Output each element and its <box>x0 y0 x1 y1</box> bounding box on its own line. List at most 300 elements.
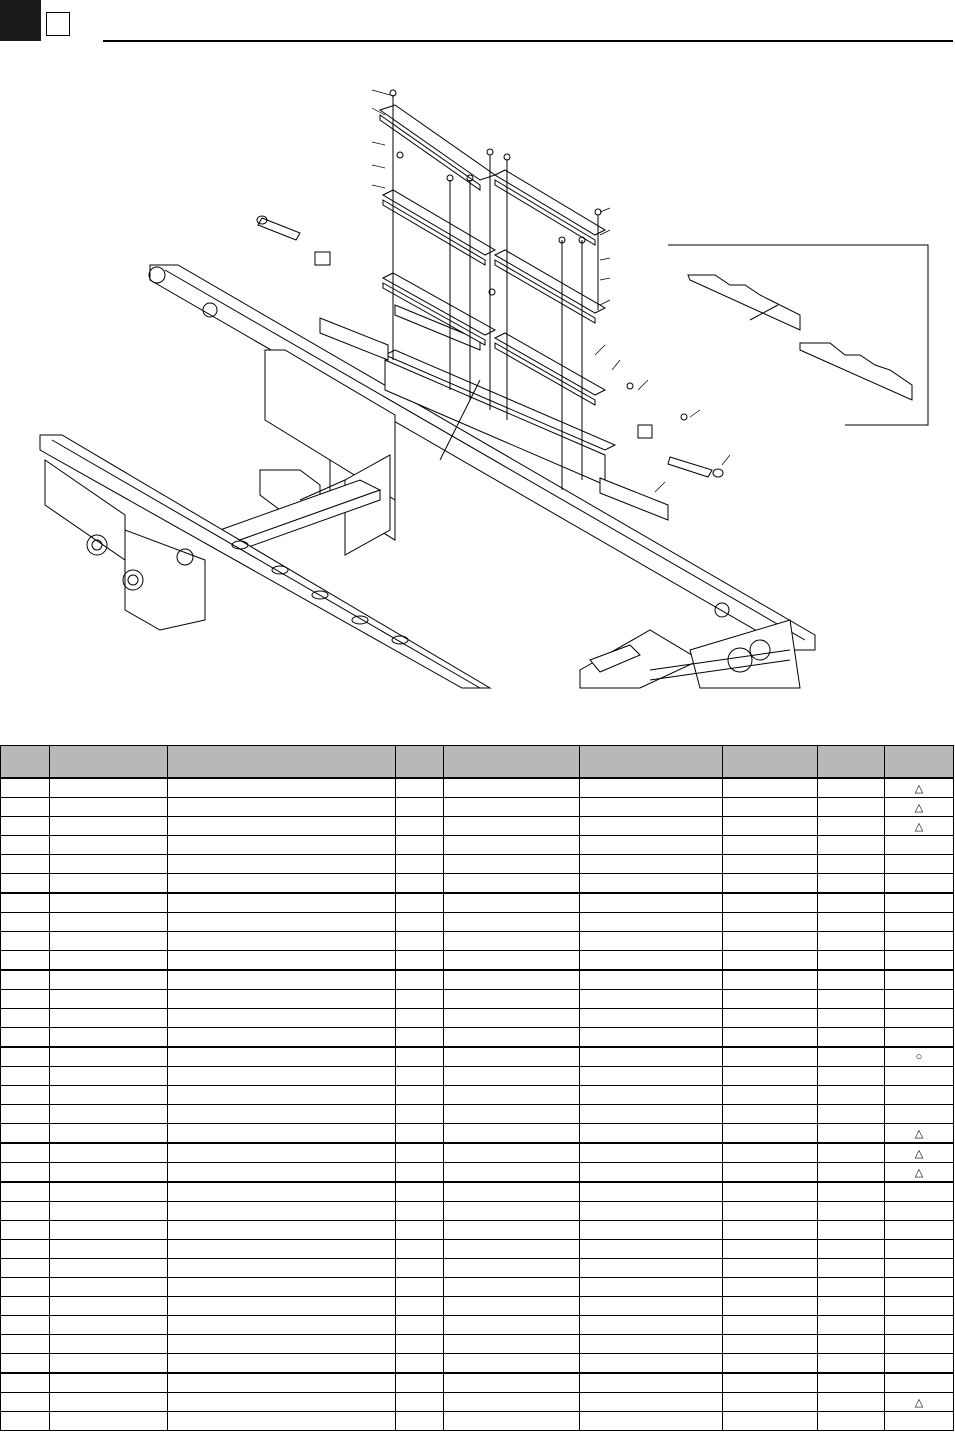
table-row <box>1 1202 954 1221</box>
table-cell <box>444 1143 580 1163</box>
table-cell <box>50 1316 168 1335</box>
table-cell <box>168 778 396 798</box>
table-cell <box>444 1105 580 1124</box>
table-cell <box>1 1105 50 1124</box>
table-cell <box>818 1240 885 1259</box>
table-cell <box>396 1047 444 1067</box>
table-cell <box>50 951 168 971</box>
parts-table <box>0 745 954 1431</box>
table-cell-mark <box>885 1028 954 1048</box>
table-row <box>1 1067 954 1086</box>
table-cell <box>444 1412 580 1431</box>
row-mark-symbol: △ <box>914 820 924 833</box>
row-mark-symbol: △ <box>914 801 924 814</box>
table-cell <box>580 1412 723 1431</box>
table-cell <box>444 1240 580 1259</box>
table-cell <box>818 951 885 971</box>
table-cell <box>580 1393 723 1412</box>
table-cell <box>723 1009 818 1028</box>
table-cell-mark <box>885 893 954 913</box>
table-cell <box>444 1047 580 1067</box>
table-cell <box>50 970 168 990</box>
table-cell <box>818 970 885 990</box>
table-cell-mark <box>885 913 954 932</box>
table-cell <box>444 1028 580 1048</box>
table-cell <box>444 1354 580 1374</box>
table-cell <box>723 990 818 1009</box>
table-cell-mark <box>885 1182 954 1202</box>
table-cell <box>396 1086 444 1105</box>
table-cell <box>168 1354 396 1374</box>
table-row <box>1 855 954 874</box>
table-cell <box>818 1028 885 1048</box>
table-cell <box>723 1373 818 1393</box>
table-cell <box>1 1335 50 1354</box>
table-cell <box>444 1124 580 1144</box>
table-cell <box>396 1259 444 1278</box>
table-cell <box>1 1373 50 1393</box>
table-cell <box>723 1124 818 1144</box>
lower-right-assembly <box>580 620 800 688</box>
table-cell <box>168 874 396 894</box>
table-row <box>1 932 954 951</box>
table-cell-mark <box>885 1259 954 1278</box>
table-row <box>1 893 954 913</box>
table-cell <box>723 970 818 990</box>
table-cell-mark <box>885 990 954 1009</box>
table-cell <box>168 1182 396 1202</box>
table-cell <box>50 778 168 798</box>
row-mark-symbol: △ <box>914 1166 924 1179</box>
table-cell <box>168 1124 396 1144</box>
table-cell <box>396 836 444 855</box>
table-cell <box>444 1163 580 1183</box>
table-header-cell <box>723 746 818 779</box>
table-cell-mark <box>885 1009 954 1028</box>
section-tab-box <box>46 12 70 36</box>
table-cell <box>444 1335 580 1354</box>
table-cell <box>396 1297 444 1316</box>
table-cell <box>50 798 168 817</box>
table-cell <box>580 1067 723 1086</box>
table-cell <box>580 874 723 894</box>
table-cell <box>168 1067 396 1086</box>
table-cell <box>1 798 50 817</box>
table-cell <box>168 1278 396 1297</box>
table-cell <box>50 1373 168 1393</box>
table-cell <box>50 1182 168 1202</box>
table-cell <box>1 855 50 874</box>
table-cell <box>580 1297 723 1316</box>
table-cell-mark <box>885 1393 954 1412</box>
table-cell <box>723 913 818 932</box>
table-cell <box>444 1202 580 1221</box>
table-cell <box>396 1221 444 1240</box>
exploded-parts-drawing <box>0 60 955 690</box>
table-cell <box>818 1316 885 1335</box>
table-cell <box>1 874 50 894</box>
table-row <box>1 874 954 894</box>
table-cell <box>723 951 818 971</box>
table-cell <box>50 913 168 932</box>
section-tab <box>0 0 41 41</box>
table-cell <box>580 836 723 855</box>
table-cell <box>818 1393 885 1412</box>
table-cell <box>580 1335 723 1354</box>
table-row <box>1 1335 954 1354</box>
table-cell <box>580 970 723 990</box>
table-cell <box>818 855 885 874</box>
table-row <box>1 836 954 855</box>
table-header-cell <box>818 746 885 779</box>
table-cell <box>168 1143 396 1163</box>
table-cell <box>396 855 444 874</box>
table-cell <box>168 893 396 913</box>
table-cell <box>444 1278 580 1297</box>
table-cell <box>818 1278 885 1297</box>
table-cell <box>168 836 396 855</box>
table-cell-mark <box>885 1143 954 1163</box>
table-cell <box>444 874 580 894</box>
table-cell <box>50 1124 168 1144</box>
table-row <box>1 1297 954 1316</box>
table-cell <box>50 1354 168 1374</box>
table-cell <box>168 1412 396 1431</box>
table-cell <box>50 1067 168 1086</box>
table-cell <box>723 874 818 894</box>
table-cell <box>580 1221 723 1240</box>
table-header-cell <box>168 746 396 779</box>
table-cell <box>818 932 885 951</box>
table-cell <box>818 1086 885 1105</box>
table-cell <box>50 1259 168 1278</box>
table-cell <box>396 1009 444 1028</box>
table-row <box>1 1259 954 1278</box>
table-cell <box>1 1143 50 1163</box>
table-cell <box>396 970 444 990</box>
header-rule <box>103 40 953 42</box>
table-body <box>1 778 954 1431</box>
table-cell <box>444 932 580 951</box>
detail-inset <box>668 245 928 425</box>
table-cell-mark <box>885 1297 954 1316</box>
table-cell <box>444 1067 580 1086</box>
table-cell <box>580 1143 723 1163</box>
table-cell <box>168 1335 396 1354</box>
table-cell <box>818 1047 885 1067</box>
table-cell <box>1 1259 50 1278</box>
table-cell <box>444 817 580 836</box>
table-cell <box>580 1009 723 1028</box>
table-cell <box>396 1028 444 1048</box>
table-row <box>1 1278 954 1297</box>
table-cell <box>580 1124 723 1144</box>
table-row <box>1 1393 954 1412</box>
table-cell <box>50 1335 168 1354</box>
table-cell <box>396 874 444 894</box>
table-cell <box>1 1202 50 1221</box>
table-cell-mark <box>885 798 954 817</box>
table-cell <box>818 836 885 855</box>
table-cell <box>50 1047 168 1067</box>
table-cell <box>168 1259 396 1278</box>
table-cell-mark <box>885 951 954 971</box>
table-row <box>1 951 954 971</box>
table-cell <box>1 932 50 951</box>
table-header-cell <box>444 746 580 779</box>
table-cell <box>396 1278 444 1297</box>
table-cell <box>723 1278 818 1297</box>
table-cell <box>723 1163 818 1183</box>
table-cell <box>1 1163 50 1183</box>
table-row <box>1 1354 954 1374</box>
table-cell <box>444 990 580 1009</box>
table-cell <box>50 1278 168 1297</box>
table-cell <box>1 1009 50 1028</box>
table-cell <box>580 913 723 932</box>
table-cell <box>168 1163 396 1183</box>
table-row <box>1 817 954 836</box>
table-cell-mark <box>885 1067 954 1086</box>
table-cell <box>1 1086 50 1105</box>
table-cell <box>723 1297 818 1316</box>
table-cell <box>818 1297 885 1316</box>
table-cell <box>168 798 396 817</box>
table-row <box>1 1182 954 1202</box>
table-cell <box>396 913 444 932</box>
table-cell <box>168 1240 396 1259</box>
table-cell <box>396 817 444 836</box>
table-cell <box>1 1393 50 1412</box>
table-cell <box>818 1067 885 1086</box>
table-cell <box>50 1412 168 1431</box>
table-cell <box>818 817 885 836</box>
table-cell <box>580 1278 723 1297</box>
table-cell <box>580 932 723 951</box>
table-cell <box>580 1240 723 1259</box>
table-cell <box>818 1163 885 1183</box>
table-cell <box>396 1067 444 1086</box>
table-cell <box>50 836 168 855</box>
row-mark-symbol: ○ <box>915 1051 923 1063</box>
table-cell <box>723 836 818 855</box>
table-cell <box>818 1143 885 1163</box>
table-cell <box>723 1259 818 1278</box>
table-cell <box>1 951 50 971</box>
table-cell <box>444 778 580 798</box>
table-cell <box>723 1354 818 1374</box>
table-cell <box>444 798 580 817</box>
table-cell <box>818 1124 885 1144</box>
table-cell <box>50 1086 168 1105</box>
table-cell <box>580 1316 723 1335</box>
table-cell <box>580 1028 723 1048</box>
table-cell-mark <box>885 970 954 990</box>
table-cell <box>396 932 444 951</box>
row-mark-symbol: △ <box>914 1147 924 1160</box>
table-cell <box>444 893 580 913</box>
table-cell <box>723 1028 818 1048</box>
table-cell <box>1 1316 50 1335</box>
table-cell <box>580 951 723 971</box>
table-cell <box>818 1335 885 1354</box>
table-cell <box>818 913 885 932</box>
table-cell <box>396 1373 444 1393</box>
table-cell-mark <box>885 1124 954 1144</box>
table-cell <box>168 990 396 1009</box>
table-cell <box>580 1047 723 1067</box>
table-cell <box>580 1105 723 1124</box>
table-cell <box>168 1297 396 1316</box>
table-cell <box>580 990 723 1009</box>
table-cell <box>168 951 396 971</box>
table-cell <box>50 1240 168 1259</box>
table-cell <box>444 1316 580 1335</box>
table-cell <box>723 1202 818 1221</box>
table-header-cell <box>885 746 954 779</box>
table-cell-mark <box>885 1354 954 1374</box>
table-cell <box>396 1316 444 1335</box>
table-header-cell <box>1 746 50 779</box>
table-cell <box>168 855 396 874</box>
table-cell <box>723 1412 818 1431</box>
table-cell-mark <box>885 1163 954 1183</box>
table-cell <box>444 1393 580 1412</box>
table-header-cell <box>396 746 444 779</box>
table-cell <box>50 1221 168 1240</box>
table-cell <box>444 836 580 855</box>
table-cell-mark <box>885 778 954 798</box>
table-cell <box>818 798 885 817</box>
table-cell <box>818 990 885 1009</box>
table-cell <box>723 1047 818 1067</box>
table-cell-mark <box>885 932 954 951</box>
table-cell <box>396 1335 444 1354</box>
table-cell <box>444 1297 580 1316</box>
table-cell <box>723 1105 818 1124</box>
table-cell <box>50 893 168 913</box>
table-cell-mark <box>885 1105 954 1124</box>
table-cell <box>723 817 818 836</box>
table-cell <box>580 1259 723 1278</box>
table-cell-mark <box>885 836 954 855</box>
table-header-cell <box>50 746 168 779</box>
table-cell <box>580 817 723 836</box>
table-cell <box>50 1009 168 1028</box>
table-cell <box>168 1373 396 1393</box>
table-cell <box>1 817 50 836</box>
table-cell <box>396 1393 444 1412</box>
row-mark-symbol: △ <box>914 782 924 795</box>
table-cell <box>168 1009 396 1028</box>
table-cell-mark <box>885 1221 954 1240</box>
table-cell <box>168 1202 396 1221</box>
table-cell <box>444 1221 580 1240</box>
table-cell <box>580 1202 723 1221</box>
table-cell <box>50 855 168 874</box>
table-header-cell <box>580 746 723 779</box>
table-cell <box>168 970 396 990</box>
table-cell <box>444 1182 580 1202</box>
table-cell <box>818 1354 885 1374</box>
table-cell <box>50 874 168 894</box>
table-cell-mark <box>885 1086 954 1105</box>
table-cell <box>723 1182 818 1202</box>
table-cell <box>818 1373 885 1393</box>
table-cell <box>396 1143 444 1163</box>
table-row <box>1 1373 954 1393</box>
table-cell <box>723 798 818 817</box>
table-cell-mark <box>885 1278 954 1297</box>
plates-right <box>495 170 605 405</box>
table-cell <box>580 1086 723 1105</box>
table-cell <box>580 1163 723 1183</box>
table-cell <box>50 1297 168 1316</box>
table-cell <box>168 1086 396 1105</box>
table-cell <box>396 951 444 971</box>
table-cell <box>50 1202 168 1221</box>
table-cell <box>168 1393 396 1412</box>
table-cell <box>396 1412 444 1431</box>
table-cell <box>723 1316 818 1335</box>
table-cell <box>723 1393 818 1412</box>
table-cell <box>1 1240 50 1259</box>
table-cell <box>50 1393 168 1412</box>
table-cell <box>168 913 396 932</box>
table-cell <box>1 913 50 932</box>
table-cell <box>50 1163 168 1183</box>
table-cell <box>168 1316 396 1335</box>
table-cell <box>168 1047 396 1067</box>
table-cell-mark <box>885 874 954 894</box>
table-cell <box>818 874 885 894</box>
table-cell <box>1 893 50 913</box>
table-cell <box>396 1105 444 1124</box>
table-cell <box>444 1259 580 1278</box>
table-cell <box>580 1354 723 1374</box>
table-row <box>1 1105 954 1124</box>
table-row <box>1 1143 954 1163</box>
table-cell <box>723 1086 818 1105</box>
table-header-row <box>1 746 954 779</box>
table-cell <box>723 855 818 874</box>
table-cell <box>1 1047 50 1067</box>
table-cell-mark <box>885 1240 954 1259</box>
table-row <box>1 1009 954 1028</box>
table-cell <box>723 1335 818 1354</box>
table-cell <box>396 990 444 1009</box>
table-cell <box>396 778 444 798</box>
table-cell <box>1 1297 50 1316</box>
table-row <box>1 1028 954 1048</box>
table-cell <box>580 1182 723 1202</box>
table-cell <box>818 893 885 913</box>
table-row <box>1 798 954 817</box>
table-cell <box>818 1105 885 1124</box>
table-cell <box>818 1009 885 1028</box>
table-cell-mark <box>885 817 954 836</box>
table-cell <box>50 1143 168 1163</box>
table-row <box>1 990 954 1009</box>
table-cell <box>396 1182 444 1202</box>
table-cell <box>580 798 723 817</box>
table-cell <box>1 778 50 798</box>
table-cell <box>723 778 818 798</box>
table-cell <box>1 970 50 990</box>
table-cell-mark <box>885 1335 954 1354</box>
table-cell <box>396 1163 444 1183</box>
table-cell <box>50 1028 168 1048</box>
